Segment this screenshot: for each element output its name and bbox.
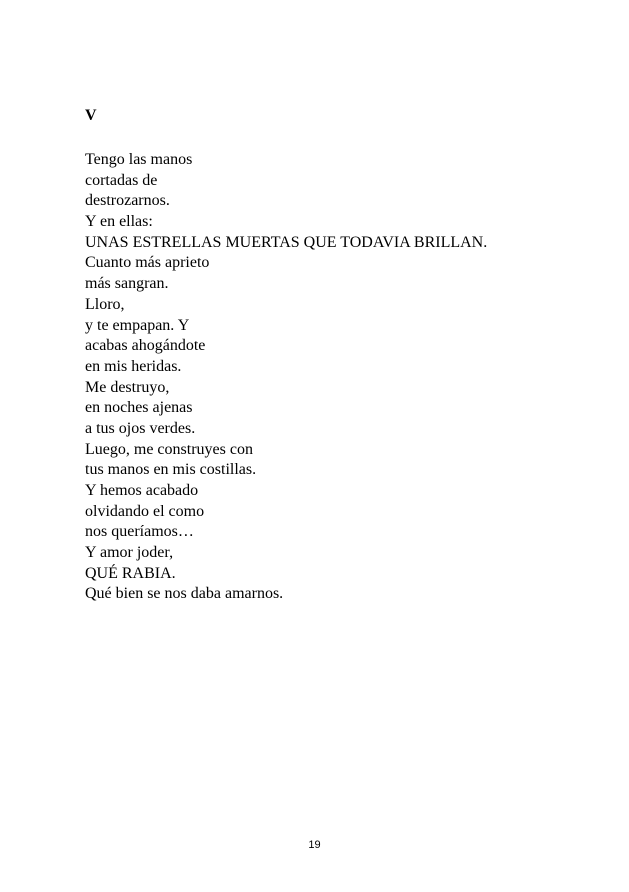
poem-line: Qué bien se nos daba amarnos. — [85, 585, 284, 603]
poem-line: más sangran. — [85, 275, 169, 293]
page-number: 19 — [308, 839, 321, 851]
poem-line: QUÉ RABIA. — [85, 564, 176, 582]
poem-line: nos queríamos… — [85, 523, 194, 541]
poem-line: Tengo las manos — [85, 151, 193, 168]
poem-line: tus manos en mis costillas. — [85, 461, 257, 479]
poem-line: Me destruyo, — [85, 378, 170, 396]
poem-line: y te empapan. Y — [85, 316, 190, 334]
poem-line: Y amor joder, — [85, 544, 174, 562]
poem-line: a tus ojos verdes. — [85, 419, 196, 437]
poem-line: destrozarnos. — [85, 192, 170, 210]
poem-body — [85, 150, 487, 605]
poem-line: Lloro, — [85, 295, 125, 313]
poem-line: Cuanto más aprieto — [85, 254, 210, 272]
poem-line: en mis heridas. — [85, 357, 182, 375]
poem-line: Luego, me construyes con — [85, 440, 253, 458]
poem-line: Y en ellas: — [85, 213, 153, 231]
poem-line: Y hemos acabado — [85, 482, 199, 499]
poem-line: cortadas de — [85, 171, 158, 189]
poem-line: olvidando el como — [85, 502, 205, 520]
poem-heading: V — [85, 107, 97, 124]
poem-line: acabas ahogándote — [85, 337, 206, 355]
poem-line: UNAS ESTRELLAS MUERTAS QUE TODAVIA BRILLAN. — [85, 233, 488, 251]
poem-line: en noches ajenas — [85, 399, 193, 417]
